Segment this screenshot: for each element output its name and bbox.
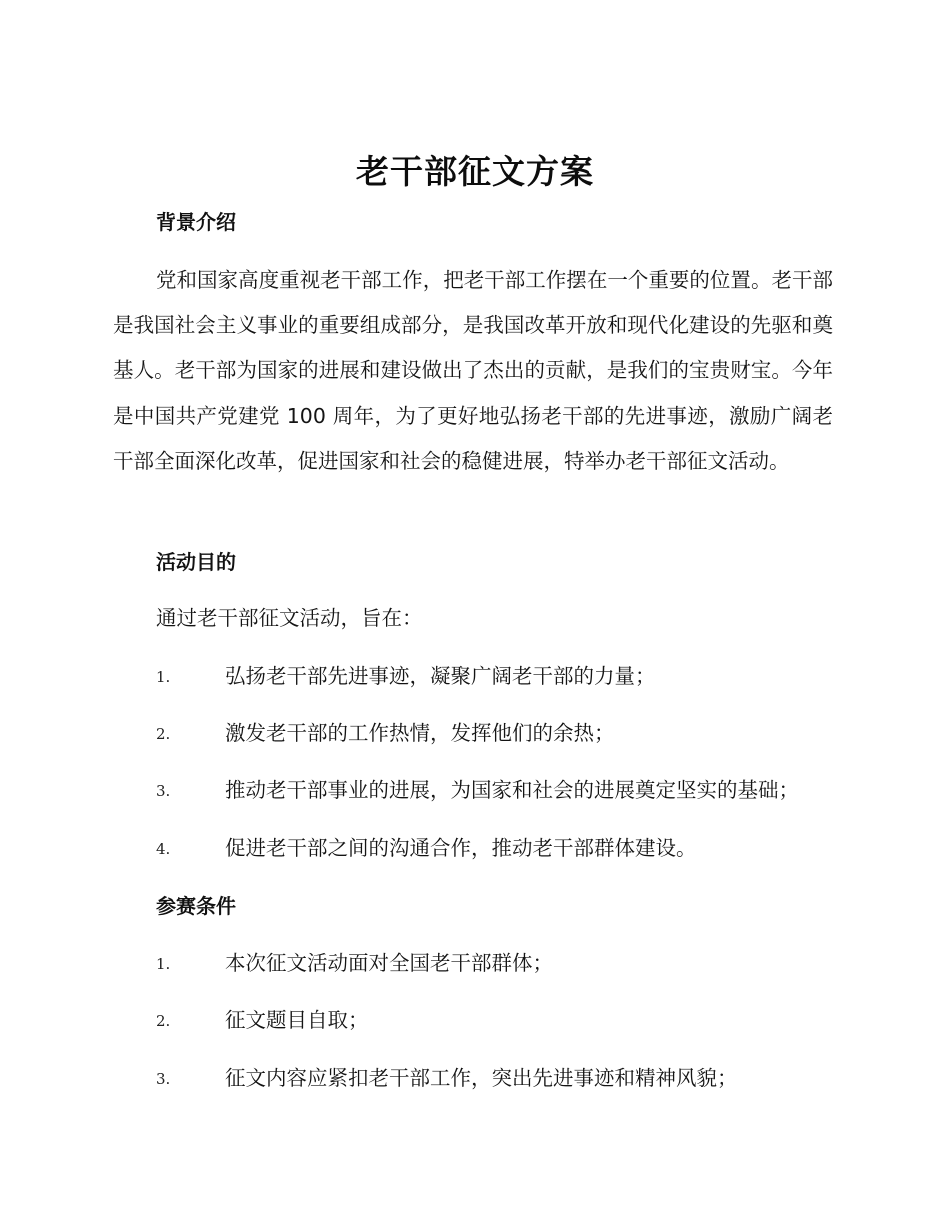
conditions-list-item [156,1006,856,1036]
section-heading-purpose: 活动目的 [156,550,236,574]
list-number: 3. [156,1070,171,1088]
list-text: 推动老干部事业的进展，为国家和社会的进展奠定坚实的基础； [225,778,799,802]
section-heading-conditions: 参赛条件 [156,894,236,918]
purpose-list-item [156,834,856,864]
list-number: 3. [156,782,171,800]
list-text: 征文题目自取； [225,1008,369,1032]
list-text: 弘扬老干部先进事迹，凝聚广阔老干部的力量； [225,664,656,688]
list-number: 4. [156,840,171,858]
list-text: 征文内容应紧扣老干部工作，突出先进事迹和精神风貌； [225,1066,738,1090]
conditions-list-item [156,1064,856,1094]
list-number: 2. [156,725,171,743]
background-paragraph: 党和国家高度重视老干部工作，把老干部工作摆在一个重要的位置。老干部是我国社会主义事业的重要组成部分，是我国改革开放和现代化建设的先驱和奠基人。老干部为国家的进展和建设做出了杰出的贡献，是我们的宝贵财宝。今年是中国共产党建党 100 周年，为了更好地弘扬老干部的先进事迹，激励广阔老干部全面深化改革，促进国家和社会的稳健进展，特举办老干部征文活动。 [113,268,833,473]
conditions-list-item [156,949,856,979]
purpose-intro: 通过老干部征文活动，旨在： [156,606,423,630]
list-number: 1. [156,955,171,973]
list-text: 激发老干部的工作热情，发挥他们的余热； [225,721,615,745]
purpose-list-item [156,776,856,806]
list-text: 促进老干部之间的沟通合作，推动老干部群体建设。 [225,836,697,860]
section-heading-background: 背景介绍 [156,210,236,234]
document-title: 老干部征文方案 [356,152,594,191]
purpose-list-item [156,662,856,692]
list-number: 1. [156,668,171,686]
list-text: 本次征文活动面对全国老干部群体； [225,951,553,975]
purpose-list-item [156,719,856,749]
list-number: 2. [156,1012,171,1030]
